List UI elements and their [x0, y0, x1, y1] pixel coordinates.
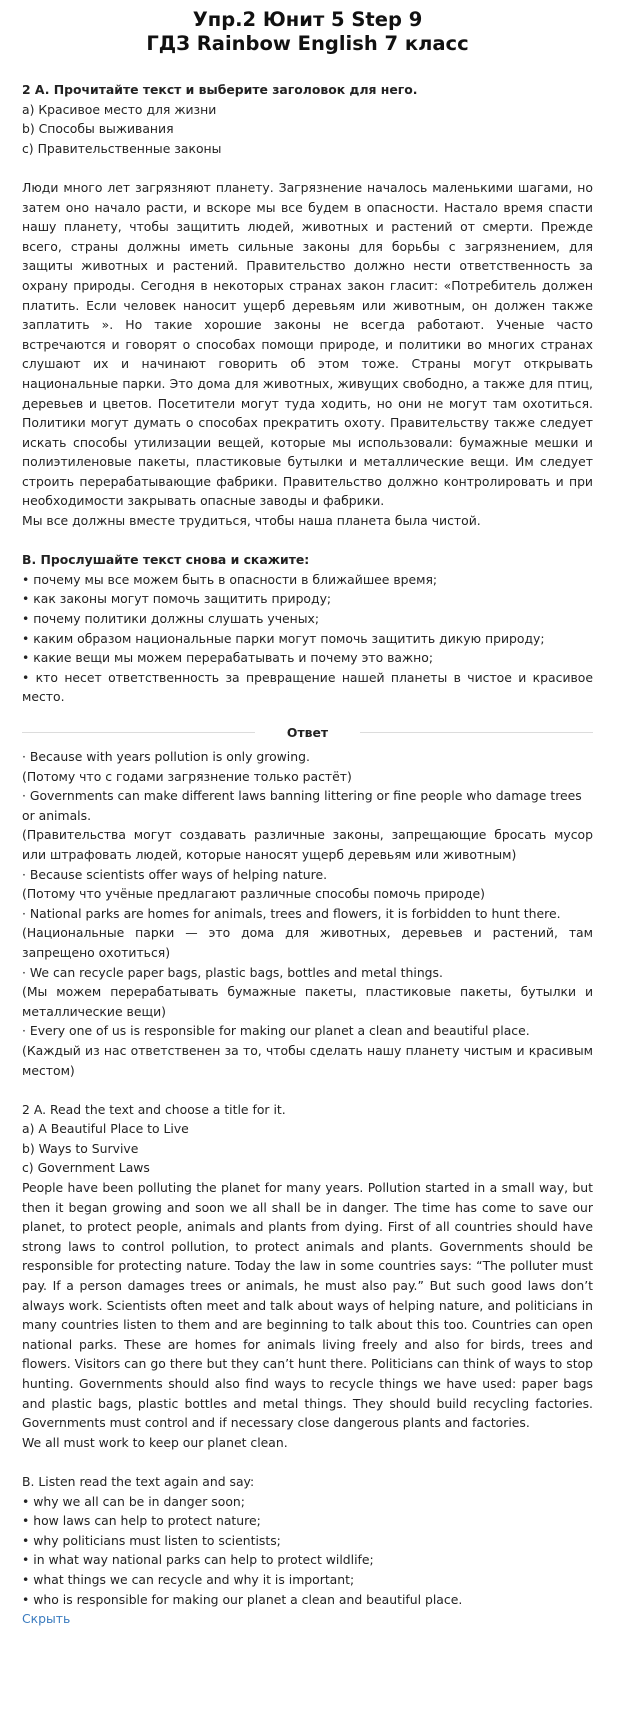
answer-en: · Governments can make different laws banning littering or fine people who damage trees or animals.: [22, 788, 582, 823]
divider-rule-right: [360, 732, 593, 733]
task-en-question: • why we all can be in danger soon;: [22, 1493, 245, 1509]
answer-ru: (Мы можем перерабатывать бумажные пакеты, пластиковые пакеты, бутылки и металлические вещи): [22, 984, 593, 1019]
task-ru-question: • какие вещи мы можем перерабатывать и почему это важно;: [22, 650, 434, 666]
answer-ru: (Каждый из нас ответственен за то, чтобы сделать нашу планету чистым и красивым местом): [22, 1042, 593, 1078]
answer-ru: (Правительства могут создавать различные законы, запрещающие бросать мусор или штрафовать людей, которые наносят ущерб деревьям или животным): [22, 827, 593, 862]
task-ru-option: a) Красивое место для жизни: [22, 101, 217, 117]
title-line-2: ГДЗ Rainbow English 7 класс: [146, 32, 469, 55]
task-ru-heading-b: B. Прослушайте текст снова и скажите:: [22, 552, 310, 568]
task-en-option: a) A Beautiful Place to Live: [22, 1121, 189, 1137]
page-title: [22, 8, 593, 56]
task-en-question: • what things we can recycle and why it is important;: [22, 1571, 355, 1587]
task-en: [22, 1100, 593, 1629]
answer-list: [22, 747, 593, 1080]
task-ru-heading-a: 2 A. Прочитайте текст и выберите заголовок для него.: [22, 82, 418, 97]
divider-rule-left: [22, 732, 255, 733]
answer-label: Ответ: [286, 725, 329, 740]
title-line-1: Упр.2 Юнит 5 Step 9: [192, 8, 423, 31]
task-ru-question: • почему мы все можем быть в опасности в ближайшее время;: [22, 571, 438, 587]
task-ru-closing: Мы все должны вместе трудиться, чтобы наша планета была чистой.: [22, 513, 481, 529]
task-en-question: • in what way national parks can help to protect wildlife;: [22, 1552, 374, 1568]
answer-divider: [22, 725, 593, 740]
answer-ru: (Потому что учёные предлагают различные способы помочь природе): [22, 886, 485, 902]
task-en-paragraph: People have been polluting the planet for many years. Pollution started in a small way, but then it began growing and soon we all shall be in danger. The time has come to save our planet, to protect people, animals and plants from dying. First of all countries should have strong laws to control pollution, to protect animals and plants. Governments should be responsible for protecting nature. Today the law in some countries says: “The polluter must pay. If a person damages trees or animals, he must also pay.” But such good laws don’t always work. Scientists often meet and talk about ways of helping nature, and politicians in many countries listen to them and are beginning to talk about this too. Countries can open national parks. These are homes for animals living freely and also for birds, trees and flowers. Visitors can go there but they can’t hunt there. Politicians can think of ways to stop hunting. Governments should also find ways to recycle things we have used: paper bags and plastic bags, plastic bottles and metal things. They should build recycling factories. Governments must control and if necessary close dangerous plants and factories.: [22, 1180, 593, 1431]
task-en-question: • why politicians must listen to scientists;: [22, 1532, 281, 1548]
answer-en: · National parks are homes for animals, trees and flowers, it is forbidden to hunt there.: [22, 905, 561, 921]
answer-en: · We can recycle paper bags, plastic bags, bottles and metal things.: [22, 964, 443, 980]
task-ru-option: c) Правительственные законы: [22, 140, 222, 156]
task-en-question: • who is responsible for making our planet a clean and beautiful place.: [22, 1591, 463, 1607]
task-en-question: • how laws can help to protect nature;: [22, 1513, 261, 1529]
hide-link[interactable]: Скрыть: [22, 1611, 71, 1627]
answer-en: · Because with years pollution is only growing.: [22, 749, 310, 764]
task-en-option: c) Government Laws: [22, 1160, 150, 1176]
task-en-closing: We all must work to keep our planet clean.: [22, 1434, 288, 1450]
task-ru-question: • как законы могут помочь защитить природу;: [22, 591, 332, 607]
answer-ru: (Потому что с годами загрязнение только растёт): [22, 768, 352, 784]
task-en-option: b) Ways to Survive: [22, 1140, 139, 1156]
task-ru-paragraph: Люди много лет загрязняют планету. Загрязнение началось маленькими шагами, но затем оно начало расти, и вскоре мы все будем в опасности. Настало время спасти нашу планету, чтобы защитить людей, животных и растений от смерти. Прежде всего, страны должны иметь сильные законы для борьбы с загрязнением, для защиты животных и растений. Правительство должно нести ответственность за охрану природы. Сегодня в некоторых странах закон гласит: «Потребитель должен платить. Если человек наносит ущерб деревьям или животным, он должен также заплатить ». Но такие хорошие законы не всегда работают. Ученые часто встречаются и говорят о способах помощи природе, и политики во многих странах слушают их и начинают говорить об этом тоже. Страны могут открывать национальные парки. Это дома для животных, живущих свободно, а также для птиц, деревьев и цветов. Посетители могут туда ходить, но они не могут там охотиться. Политики могут думать о способах прекратить охоту. Правительству также следует искать способы утилизации вещей, которые мы использовали: бумажные мешки и полиэтиленовые пакеты, пластиковые бутылки и металлические вещи. Им следует строить перерабатывающие фабрики. Правительство должно контролировать и при необходимости закрывать опасные заводы и фабрики.: [22, 179, 593, 509]
answer-en: · Because scientists offer ways of helping nature.: [22, 866, 328, 882]
task-en-heading-b: B. Listen read the text again and say:: [22, 1473, 255, 1489]
task-ru-question: • каким образом национальные парки могут помочь защитить дикую природу;: [22, 630, 545, 646]
task-ru-question: • почему политики должны слушать ученых;: [22, 611, 320, 627]
task-ru-question: • кто несет ответственность за превращение нашей планеты в чистое и красивое место.: [22, 669, 593, 705]
answer-en: · Every one of us is responsible for making our planet a clean and beautiful place.: [22, 1023, 530, 1039]
answer-ru: (Национальные парки — это дома для животных, деревьев и растений, там запрещено охотиться): [22, 925, 593, 960]
task-en-heading-a: 2 A. Read the text and choose a title for it.: [22, 1101, 286, 1117]
task-ru: [22, 80, 593, 707]
task-ru-option: b) Способы выживания: [22, 121, 174, 137]
